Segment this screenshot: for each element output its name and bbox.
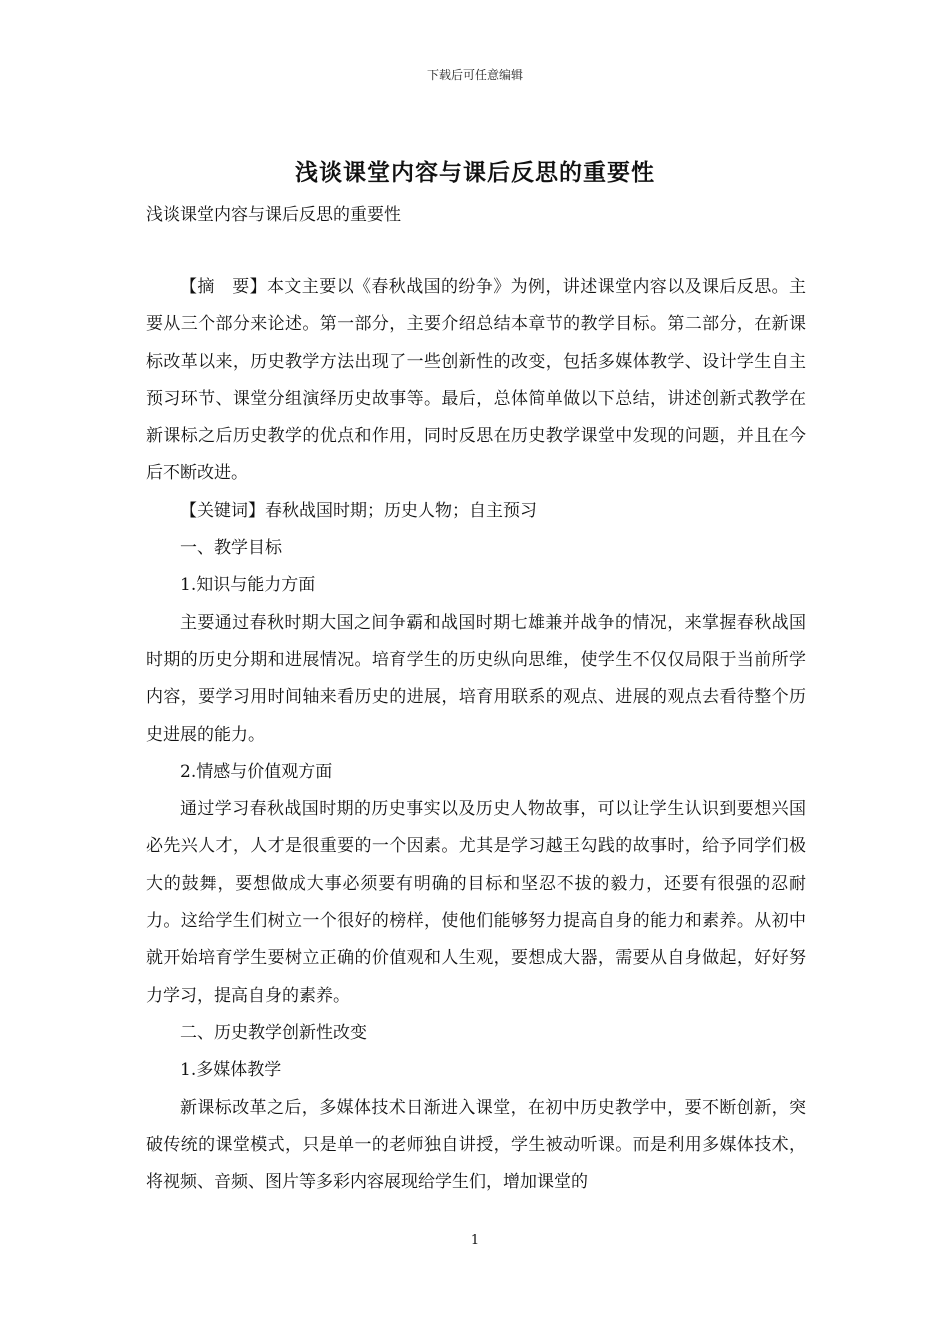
keywords-paragraph: 【关键词】春秋战国时期；历史人物；自主预习 xyxy=(180,500,537,521)
section-heading: 二、历史教学创新性改变 xyxy=(180,1022,367,1043)
subsection-heading: 1.多媒体教学 xyxy=(180,1060,282,1081)
header-note: 下载后可任意编辑 xyxy=(426,68,523,82)
abstract-paragraph: 【摘 要】本文主要以《春秋战国的纷争》为例，讲述课堂内容以及课后反思。主要从三个部分来论述。第一部分，主要介绍总结本章节的教学目标。第二部分，在新课标改革以来，历史教学方法出现了一些创新性的改变，包括多媒体教学、设计学生自主预习环节、课堂分组演绎历史故事等。最后，总体简单做以下总结，讲述创新式教学在新课标之后历史教学的优点和作用，同时反思在历史教学课堂中发现的问题，并且在今后不断改进。 xyxy=(146,277,806,484)
document-subtitle: 浅谈课堂内容与课后反思的重要性 xyxy=(146,205,401,225)
body-paragraph: 通过学习春秋战国时期的历史事实以及历史人物故事，可以让学生认识到要想兴国必先兴人才，人才是很重要的一个因素。尤其是学习越王勾践的故事时，给予同学们极大的鼓舞，要想做成大事必须要有明确的目标和坚忍不拔的毅力，还要有很强的忍耐力。这给学生们树立一个很好的榜样，使他们能够努力提高自身的能力和素养。从初中就开始培育学生要树立正确的价值观和人生观，要想成大器，需要从自身做起，好好努力学习，提高自身的素养。 xyxy=(146,799,806,1006)
body-paragraph: 新课标改革之后，多媒体技术日渐进入课堂，在初中历史教学中，要不断创新，突破传统的课堂模式，只是单一的老师独自讲授，学生被动听课。而是利用多媒体技术，将视频、音频、图片等多彩内容展现给学生们，增加课堂的 xyxy=(146,1097,806,1193)
subsection-heading: 1.知识与能力方面 xyxy=(180,575,316,596)
subsection-heading: 2.情感与价值观方面 xyxy=(180,761,333,782)
body-paragraph: 主要通过春秋时期大国之间争霸和战国时期七雄兼并战争的情况，来掌握春秋战国时期的历史分期和进展情况。培育学生的历史纵向思维，使学生不仅仅局限于当前所学内容，要学习用时间轴来看历史的进展，培育用联系的观点、进展的观点去看待整个历史进展的能力。 xyxy=(146,612,806,745)
section-heading: 一、教学目标 xyxy=(180,538,282,559)
document-body xyxy=(146,269,806,1201)
page-number: 1 xyxy=(470,1233,480,1248)
document-title: 浅谈课堂内容与课后反思的重要性 xyxy=(295,160,655,186)
